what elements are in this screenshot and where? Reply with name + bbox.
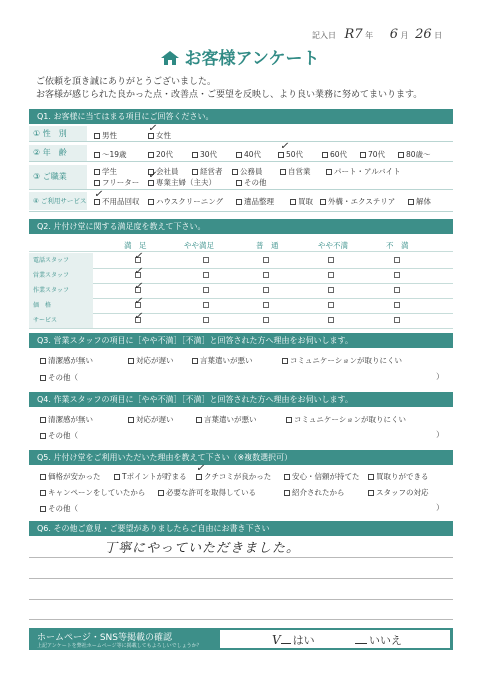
q2-choice-box[interactable] [394, 317, 400, 323]
q2-choice-box[interactable] [203, 317, 209, 323]
q2-row-label: 作業スタッフ [29, 283, 93, 298]
q4-option-communication[interactable]: コミュニケーションが取りにくい [286, 414, 406, 425]
q3-option-slow[interactable]: 対応が遅い [128, 355, 174, 366]
option-exterior[interactable]: 外構・エクステリア [320, 196, 395, 207]
check-mark: ✓ [134, 281, 143, 292]
q3-option-other[interactable]: その他（ [40, 372, 78, 383]
q1-divider [29, 161, 453, 162]
title-text: お客様アンケート [184, 49, 320, 69]
q2-choice-box[interactable] [328, 257, 334, 263]
q6-answer: 丁寧にやっていただきました。 [104, 541, 301, 556]
answer-line [29, 619, 453, 620]
q3-option-rude[interactable]: 言葉遣いが悪い [192, 355, 253, 366]
q5-option-reviews[interactable]: クチコミが良かった [196, 471, 271, 482]
footer-title: ホームページ・SNS等掲載の確認 [37, 633, 172, 643]
q1-label-job: ③ ご職業 [29, 165, 87, 189]
q2-choice-box[interactable] [263, 287, 269, 293]
option-employee[interactable]: 会社員 [148, 166, 179, 177]
option-job-other[interactable]: その他 [236, 177, 267, 188]
q4-other-close: ） [436, 430, 444, 439]
q2-choice-box[interactable] [263, 302, 269, 308]
option-estate-clearing[interactable]: 遺品整理 [236, 196, 274, 207]
house-icon [161, 51, 179, 65]
check-mark: ✓ [134, 251, 143, 262]
page-title [0, 44, 480, 69]
option-age-20[interactable]: 20代 [148, 149, 173, 160]
year-value: R7 [344, 27, 363, 42]
option-age-19[interactable]: ～19歳 [94, 149, 127, 160]
check-mark: ✓ [134, 296, 143, 307]
option-manager[interactable]: 経営者 [192, 166, 223, 177]
q5-other-close: ） [436, 503, 444, 512]
q2-choice-box[interactable] [203, 272, 209, 278]
q2-choice-box[interactable] [203, 287, 209, 293]
answer-line [29, 578, 453, 579]
q5-option-tpoint[interactable]: Tポイントが貯まる [114, 471, 187, 482]
answer-line [29, 599, 453, 600]
q5-option-other[interactable]: その他（ [40, 503, 78, 514]
q5-option-referral[interactable]: 紹介されたから [284, 487, 345, 498]
check-mark: ✓ [134, 266, 143, 277]
q2-choice-box[interactable] [263, 317, 269, 323]
day-unit: 日 [434, 31, 443, 40]
check-mark: ✓ [280, 141, 289, 152]
q2-col-satisfied: 満 足 [124, 241, 147, 250]
option-female[interactable]: 女性 [148, 130, 171, 141]
q1-label-service: ④ ご利用サービス [29, 192, 87, 210]
q2-choice-box[interactable] [328, 287, 334, 293]
q1-heading: Q1. お客様に当てはまる項目にご回答ください。 [29, 109, 453, 124]
answer-line [29, 557, 453, 558]
q2-choice-box[interactable] [328, 302, 334, 308]
q4-option-slow[interactable]: 対応が遅い [128, 414, 174, 425]
day-value: 26 [415, 27, 432, 42]
q5-option-buyback[interactable]: 買取りができる [368, 471, 429, 482]
option-age-70[interactable]: 70代 [360, 149, 385, 160]
consent-box [220, 630, 450, 648]
q2-choice-box[interactable] [394, 287, 400, 293]
q2-row-label: サービス [29, 313, 93, 328]
option-age-80[interactable]: 80歳～ [398, 149, 431, 160]
q4-option-unclean[interactable]: 清潔感が無い [40, 414, 93, 425]
check-mark: ✓ [94, 189, 103, 200]
option-demolition[interactable]: 解体 [408, 196, 431, 207]
option-self-employed[interactable]: 自営業 [280, 166, 311, 177]
q2-row-label: 電話スタッフ [29, 253, 93, 268]
q2-choice-box[interactable] [203, 257, 209, 263]
q3-other-close: ） [436, 372, 444, 381]
q2-choice-box[interactable] [394, 272, 400, 278]
q2-col-somewhat-satisfied: やや満足 [184, 241, 214, 250]
option-age-30[interactable]: 30代 [192, 149, 217, 160]
intro-line-2: お客様が感じられた良かった点・改善点・ご要望を反映し、より良い業務に努めてまいります。 [36, 90, 423, 100]
month-unit: 月 [400, 31, 409, 40]
q2-choice-box[interactable] [394, 257, 400, 263]
q2-choice-box[interactable] [328, 272, 334, 278]
q3-option-communication[interactable]: コミュニケーションが取りにくい [282, 355, 402, 366]
option-male[interactable]: 男性 [94, 130, 117, 141]
check-mark: ✓ [134, 311, 143, 322]
option-age-50[interactable]: 50代 [278, 149, 303, 160]
consent-no[interactable]: いいえ [355, 632, 402, 648]
q2-choice-box[interactable] [328, 317, 334, 323]
check-mark: ✓ [148, 170, 157, 181]
check-mark: ✓ [148, 123, 157, 134]
q2-choice-box[interactable] [263, 272, 269, 278]
q2-choice-box[interactable] [263, 257, 269, 263]
option-house-cleaning[interactable]: ハウスクリーニング [148, 196, 223, 207]
option-civil-servant[interactable]: 公務員 [232, 166, 263, 177]
consent-yes[interactable]: V はい [272, 633, 315, 647]
q4-option-other[interactable]: その他（ [40, 430, 78, 441]
check-mark: ✓ [196, 463, 205, 474]
q1-divider [29, 211, 453, 212]
month-value: 6 [389, 27, 398, 42]
q4-heading: Q4. 作業スタッフの項目に［やや不満］［不満］と回答された方へ理由をお伺いします。 [29, 392, 453, 407]
q3-heading: Q3. 営業スタッフの項目に［やや不満］［不満］と回答された方へ理由をお伺いします。 [29, 333, 453, 348]
q2-row-label: 価 格 [29, 298, 93, 313]
q6-heading: Q6. その他ご意見・ご要望がありましたらご自由にお書き下さい [29, 521, 453, 536]
q3-option-unclean[interactable]: 清潔感が無い [40, 355, 93, 366]
q2-divider [29, 251, 453, 252]
option-buyback[interactable]: 買取 [290, 196, 313, 207]
q2-col-somewhat-dissatisfied: やや不満 [318, 241, 348, 250]
option-age-40[interactable]: 40代 [236, 149, 261, 160]
q1-label-age: ② 年 齢 [29, 145, 87, 161]
q1-divider [29, 141, 453, 142]
check-mark: V [272, 633, 281, 647]
date-line [312, 27, 462, 43]
q1-divider [29, 189, 453, 190]
year-unit: 年 [365, 31, 374, 40]
q2-row-label: 営業スタッフ [29, 268, 93, 283]
q5-option-campaign[interactable]: キャンペーンをしていたから [40, 487, 145, 498]
option-junk-removal[interactable]: 不用品回収 [94, 196, 140, 207]
q5-option-staff[interactable]: スタッフの対応 [368, 487, 429, 498]
q2-heading: Q2. 片付け堂に関する満足度を教えて下さい。 [29, 219, 453, 234]
q5-option-cheap[interactable]: 価格が安かった [40, 471, 101, 482]
q2-divider [29, 328, 453, 329]
q2-col-neutral: 普 通 [256, 241, 279, 250]
q5-heading: Q5. 片付け堂をご利用いただいた理由を教えて下さい（※複数選択可） [29, 450, 453, 465]
option-homemaker[interactable]: 専業主婦（主夫） [148, 177, 216, 188]
q1-label-gender: ① 性 別 [29, 126, 87, 142]
option-student[interactable]: 学生 [94, 166, 117, 177]
intro-line-1: ご依頼を頂き誠にありがとうございました。 [36, 77, 217, 87]
q2-choice-box[interactable] [203, 302, 209, 308]
option-freeter[interactable]: フリーター [94, 177, 139, 188]
option-part-time[interactable]: パート・アルバイト [326, 166, 401, 177]
q4-option-rude[interactable]: 言葉遣いが悪い [196, 414, 257, 425]
q5-option-trust[interactable]: 安心・信頼が持てた [284, 471, 360, 482]
option-age-60[interactable]: 60代 [322, 149, 347, 160]
q2-choice-box[interactable] [394, 302, 400, 308]
date-prefix: 記入日 [312, 31, 336, 40]
footer-subtitle: 上記アンケートを弊社ホームページ等に掲載してもよろしいでしょうか？ [37, 643, 202, 649]
q5-option-permit[interactable]: 必要な許可を取得している [158, 487, 256, 498]
q2-col-dissatisfied: 不 満 [386, 241, 409, 250]
